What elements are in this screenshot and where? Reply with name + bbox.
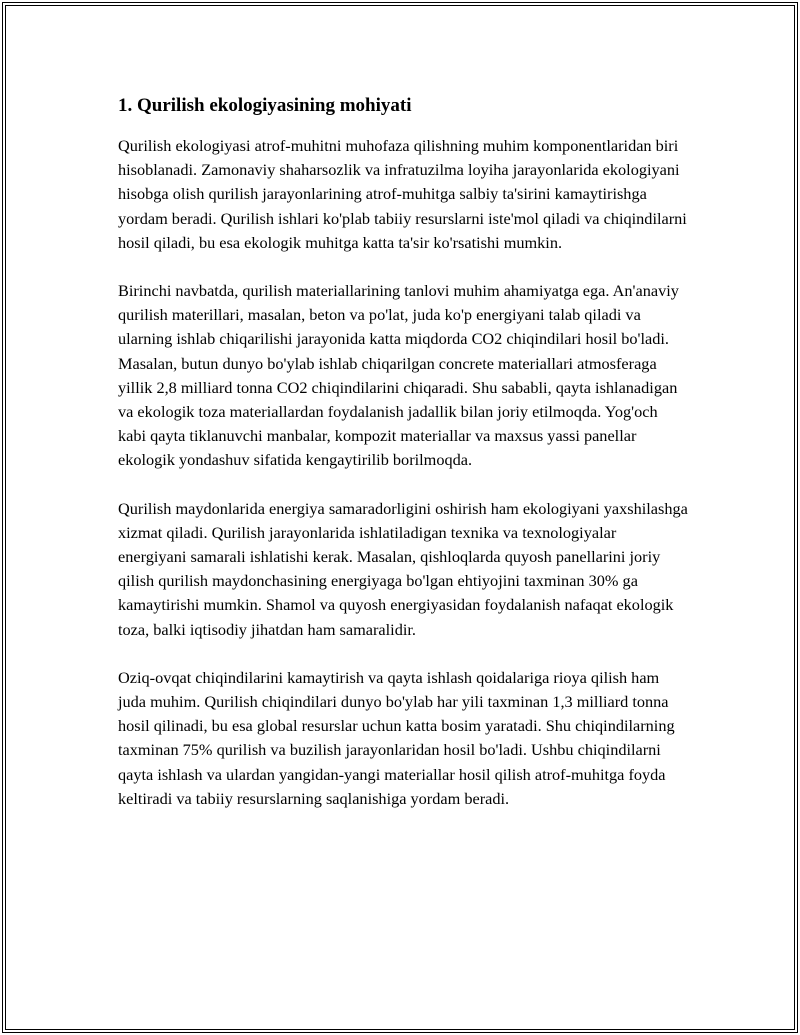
paragraph-2: Birinchi navbatda, qurilish materiallarining tanlovi muhim ahamiyatga ega. An'anaviy qurilish materillari, masalan, beton va po'lat, juda ko'p energiyani talab qiladi va ularning ishlab chiqarilishi jarayonida katta miqdorda CO2 chiqindilari hosil bo'ladi. Masalan, butun dunyo bo'ylab ishlab chiqarilgan concrete materiallari atmosferaga yillik 2,8 milliard tonna CO2 chiqindilarini chiqaradi. Shu sababli, qayta ishlanadigan va ekologik toza materiallardan foydalanish jadallik bilan joriy etilmoqda. Yog'och kabi qayta tiklanuvchi manbalar, kompozit materiallar va maxsus yassi panellar ekologik yondashuv sifatida kengaytirilib borilmoqda. <box>118 281 679 470</box>
paragraph-3: Qurilish maydonlarida energiya samaradorligini oshirish ham ekologiyani yaxshilashga xizmat qiladi. Qurilish jarayonlarida ishlatiladigan texnika va texnologiyalar energiyani samarali ishlatishi kerak. Masalan, qishloqlarda quyosh panellarini joriy qilish qurilish maydonchasining energiyaga bo'lgan ehtiyojini taxminan 30% ga kamaytirishi mumkin. Shamol va quyosh energiyasidan foydalanish nafaqat ekologik toza, balki iqtisodiy jihatdan ham samaralidir. <box>118 498 688 639</box>
paragraph-1: Qurilish ekologiyasi atrof-muhitni muhofaza qilishning muhim komponentlaridan biri hisoblanadi. Zamonaviy shaharsozlik va infratuzilma loyiha jarayonlarida ekologiyani hisobga olish qurilish jarayonlarining atrof-muhitga salbiy ta'sirini kamaytirishga yordam beradi. Qurilish ishlari ko'plab tabiiy resurslarni iste'mol qiladi va chiqindilarni hosil qiladi, bu esa ekologik muhitga katta ta'sir ko'rsatishi mumkin. <box>118 136 687 252</box>
paragraph-4: Oziq-ovqat chiqindilarini kamaytirish va qayta ishlash qoidalariga rioya qilish ham juda muhim. Qurilish chiqindilari dunyo bo'ylab har yili taxminan 1,3 milliard tonna hosil qilinadi, bu esa global resurslar uchun katta bosim yaratadi. Shu chiqindilarning taxminan 75% qurilish va buzilish jarayonlaridan hosil bo'ladi. Ushbu chiqindilarni qayta ishlash va ulardan yangidan-yangi materiallar hosil qilish atrof-muhitga foyda keltiradi va tabiiy resurslarning saqlanishiga yordam beradi. <box>118 667 675 808</box>
document-body <box>118 92 688 835</box>
section-title: 1. Qurilish ekologiyasining mohiyati <box>118 95 412 116</box>
